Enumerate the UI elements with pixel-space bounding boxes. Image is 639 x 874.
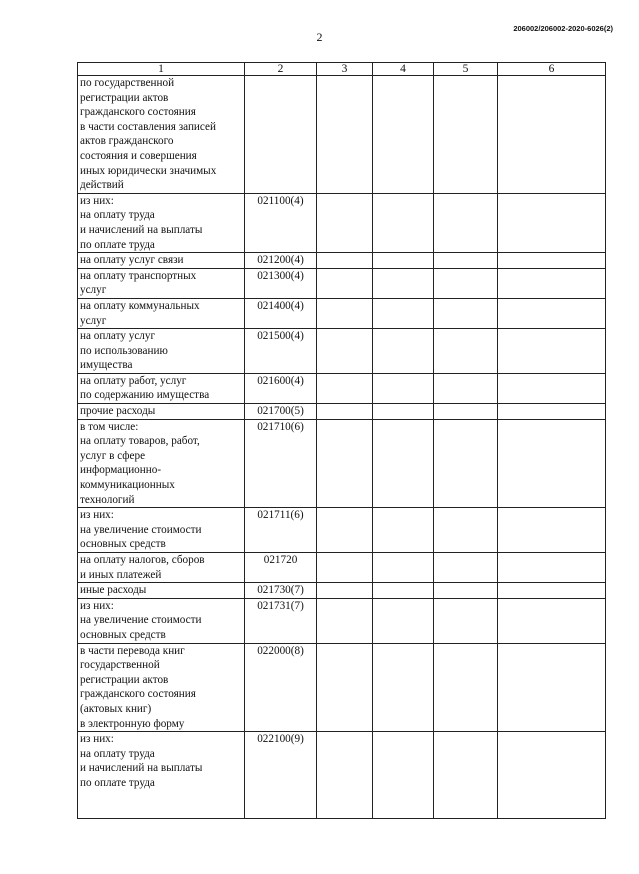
table-body [78,76,606,819]
value-cell-col5 [434,298,498,328]
value-cell-col6 [498,404,606,420]
value-cell-col3 [317,193,373,252]
value-cell-col3 [317,508,373,553]
value-cell-col5 [434,419,498,508]
value-cell-col5 [434,404,498,420]
value-cell-col5 [434,732,498,819]
value-cell-col3 [317,643,373,732]
table-row [78,193,606,252]
value-cell-col6 [498,598,606,643]
value-cell-col6 [498,508,606,553]
row-label: по государственной регистрации актов гражданского состояния в части составления записей актов гражданского состояния и совершения иных юридически значимых действий [78,76,245,194]
table-row [78,598,606,643]
value-cell-col3 [317,732,373,819]
value-cell-col6 [498,268,606,298]
row-code: 021730(7) [245,583,317,599]
row-label: на оплату транспортных услуг [78,268,245,298]
row-code: 021720 [245,553,317,583]
value-cell-col4 [373,76,434,194]
table-row [78,419,606,508]
column-header-1: 1 [78,63,245,76]
value-cell-col6 [498,298,606,328]
value-cell-col5 [434,643,498,732]
value-cell-col5 [434,598,498,643]
row-label: в части перевода книг государственной регистрации актов гражданского состояния (актовых книг) в электронную форму [78,643,245,732]
value-cell-col6 [498,732,606,819]
table-row [78,253,606,269]
row-code: 021711(6) [245,508,317,553]
value-cell-col6 [498,583,606,599]
row-code: 021300(4) [245,268,317,298]
table-row [78,298,606,328]
row-label: из них: на оплату труда и начислений на выплаты по оплате труда [78,193,245,252]
value-cell-col3 [317,76,373,194]
value-cell-col6 [498,419,606,508]
row-code: 021700(5) [245,404,317,420]
row-code: 022100(9) [245,732,317,819]
table-row [78,583,606,599]
value-cell-col5 [434,253,498,269]
row-code: 021100(4) [245,193,317,252]
value-cell-col5 [434,193,498,252]
value-cell-col5 [434,583,498,599]
table-row [78,643,606,732]
value-cell-col4 [373,643,434,732]
value-cell-col5 [434,508,498,553]
row-label: в том числе: на оплату товаров, работ, услуг в сфере информационно- коммуникационных технологий [78,419,245,508]
row-label: на оплату работ, услуг по содержанию имущества [78,373,245,403]
value-cell-col6 [498,193,606,252]
value-cell-col5 [434,553,498,583]
value-cell-col4 [373,598,434,643]
value-cell-col3 [317,404,373,420]
value-cell-col4 [373,268,434,298]
value-cell-col3 [317,419,373,508]
value-cell-col4 [373,253,434,269]
value-cell-col6 [498,553,606,583]
row-label: из них: на увеличение стоимости основных средств [78,598,245,643]
row-code: 021731(7) [245,598,317,643]
report-table [77,62,606,819]
column-header-2: 2 [245,63,317,76]
table-row [78,732,606,819]
table-row [78,508,606,553]
row-label: на оплату коммунальных услуг [78,298,245,328]
row-code: 021600(4) [245,373,317,403]
row-label: на оплату услуг по использованию имущества [78,329,245,374]
value-cell-col4 [373,404,434,420]
table-row [78,553,606,583]
table-row [78,329,606,374]
value-cell-col4 [373,419,434,508]
value-cell-col5 [434,329,498,374]
document-code: 206002/206002-2020-6026(2) [513,24,613,33]
value-cell-col6 [498,253,606,269]
value-cell-col4 [373,329,434,374]
value-cell-col3 [317,373,373,403]
value-cell-col4 [373,298,434,328]
row-code: 021200(4) [245,253,317,269]
row-label: прочие расходы [78,404,245,420]
value-cell-col5 [434,76,498,194]
value-cell-col6 [498,373,606,403]
row-code: 021710(6) [245,419,317,508]
value-cell-col4 [373,732,434,819]
value-cell-col4 [373,583,434,599]
table-row [78,373,606,403]
row-label: на оплату услуг связи [78,253,245,269]
table-row [78,268,606,298]
column-header-6: 6 [498,63,606,76]
value-cell-col6 [498,329,606,374]
row-label: из них: на оплату труда и начислений на выплаты по оплате труда [78,732,245,819]
table-row [78,404,606,420]
row-label: на оплату налогов, сборов и иных платежей [78,553,245,583]
column-number-row [78,63,606,76]
value-cell-col4 [373,553,434,583]
row-code [245,76,317,194]
value-cell-col5 [434,373,498,403]
value-cell-col3 [317,298,373,328]
value-cell-col6 [498,76,606,194]
row-code: 021500(4) [245,329,317,374]
value-cell-col3 [317,553,373,583]
value-cell-col5 [434,268,498,298]
row-label: из них: на увеличение стоимости основных средств [78,508,245,553]
table-row [78,76,606,194]
row-code: 022000(8) [245,643,317,732]
column-header-4: 4 [373,63,434,76]
column-header-3: 3 [317,63,373,76]
value-cell-col3 [317,598,373,643]
value-cell-col3 [317,268,373,298]
value-cell-col3 [317,253,373,269]
value-cell-col3 [317,329,373,374]
value-cell-col4 [373,508,434,553]
value-cell-col4 [373,193,434,252]
row-code: 021400(4) [245,298,317,328]
value-cell-col6 [498,643,606,732]
page-number: 2 [316,30,323,44]
row-label: иные расходы [78,583,245,599]
value-cell-col4 [373,373,434,403]
column-header-5: 5 [434,63,498,76]
value-cell-col3 [317,583,373,599]
